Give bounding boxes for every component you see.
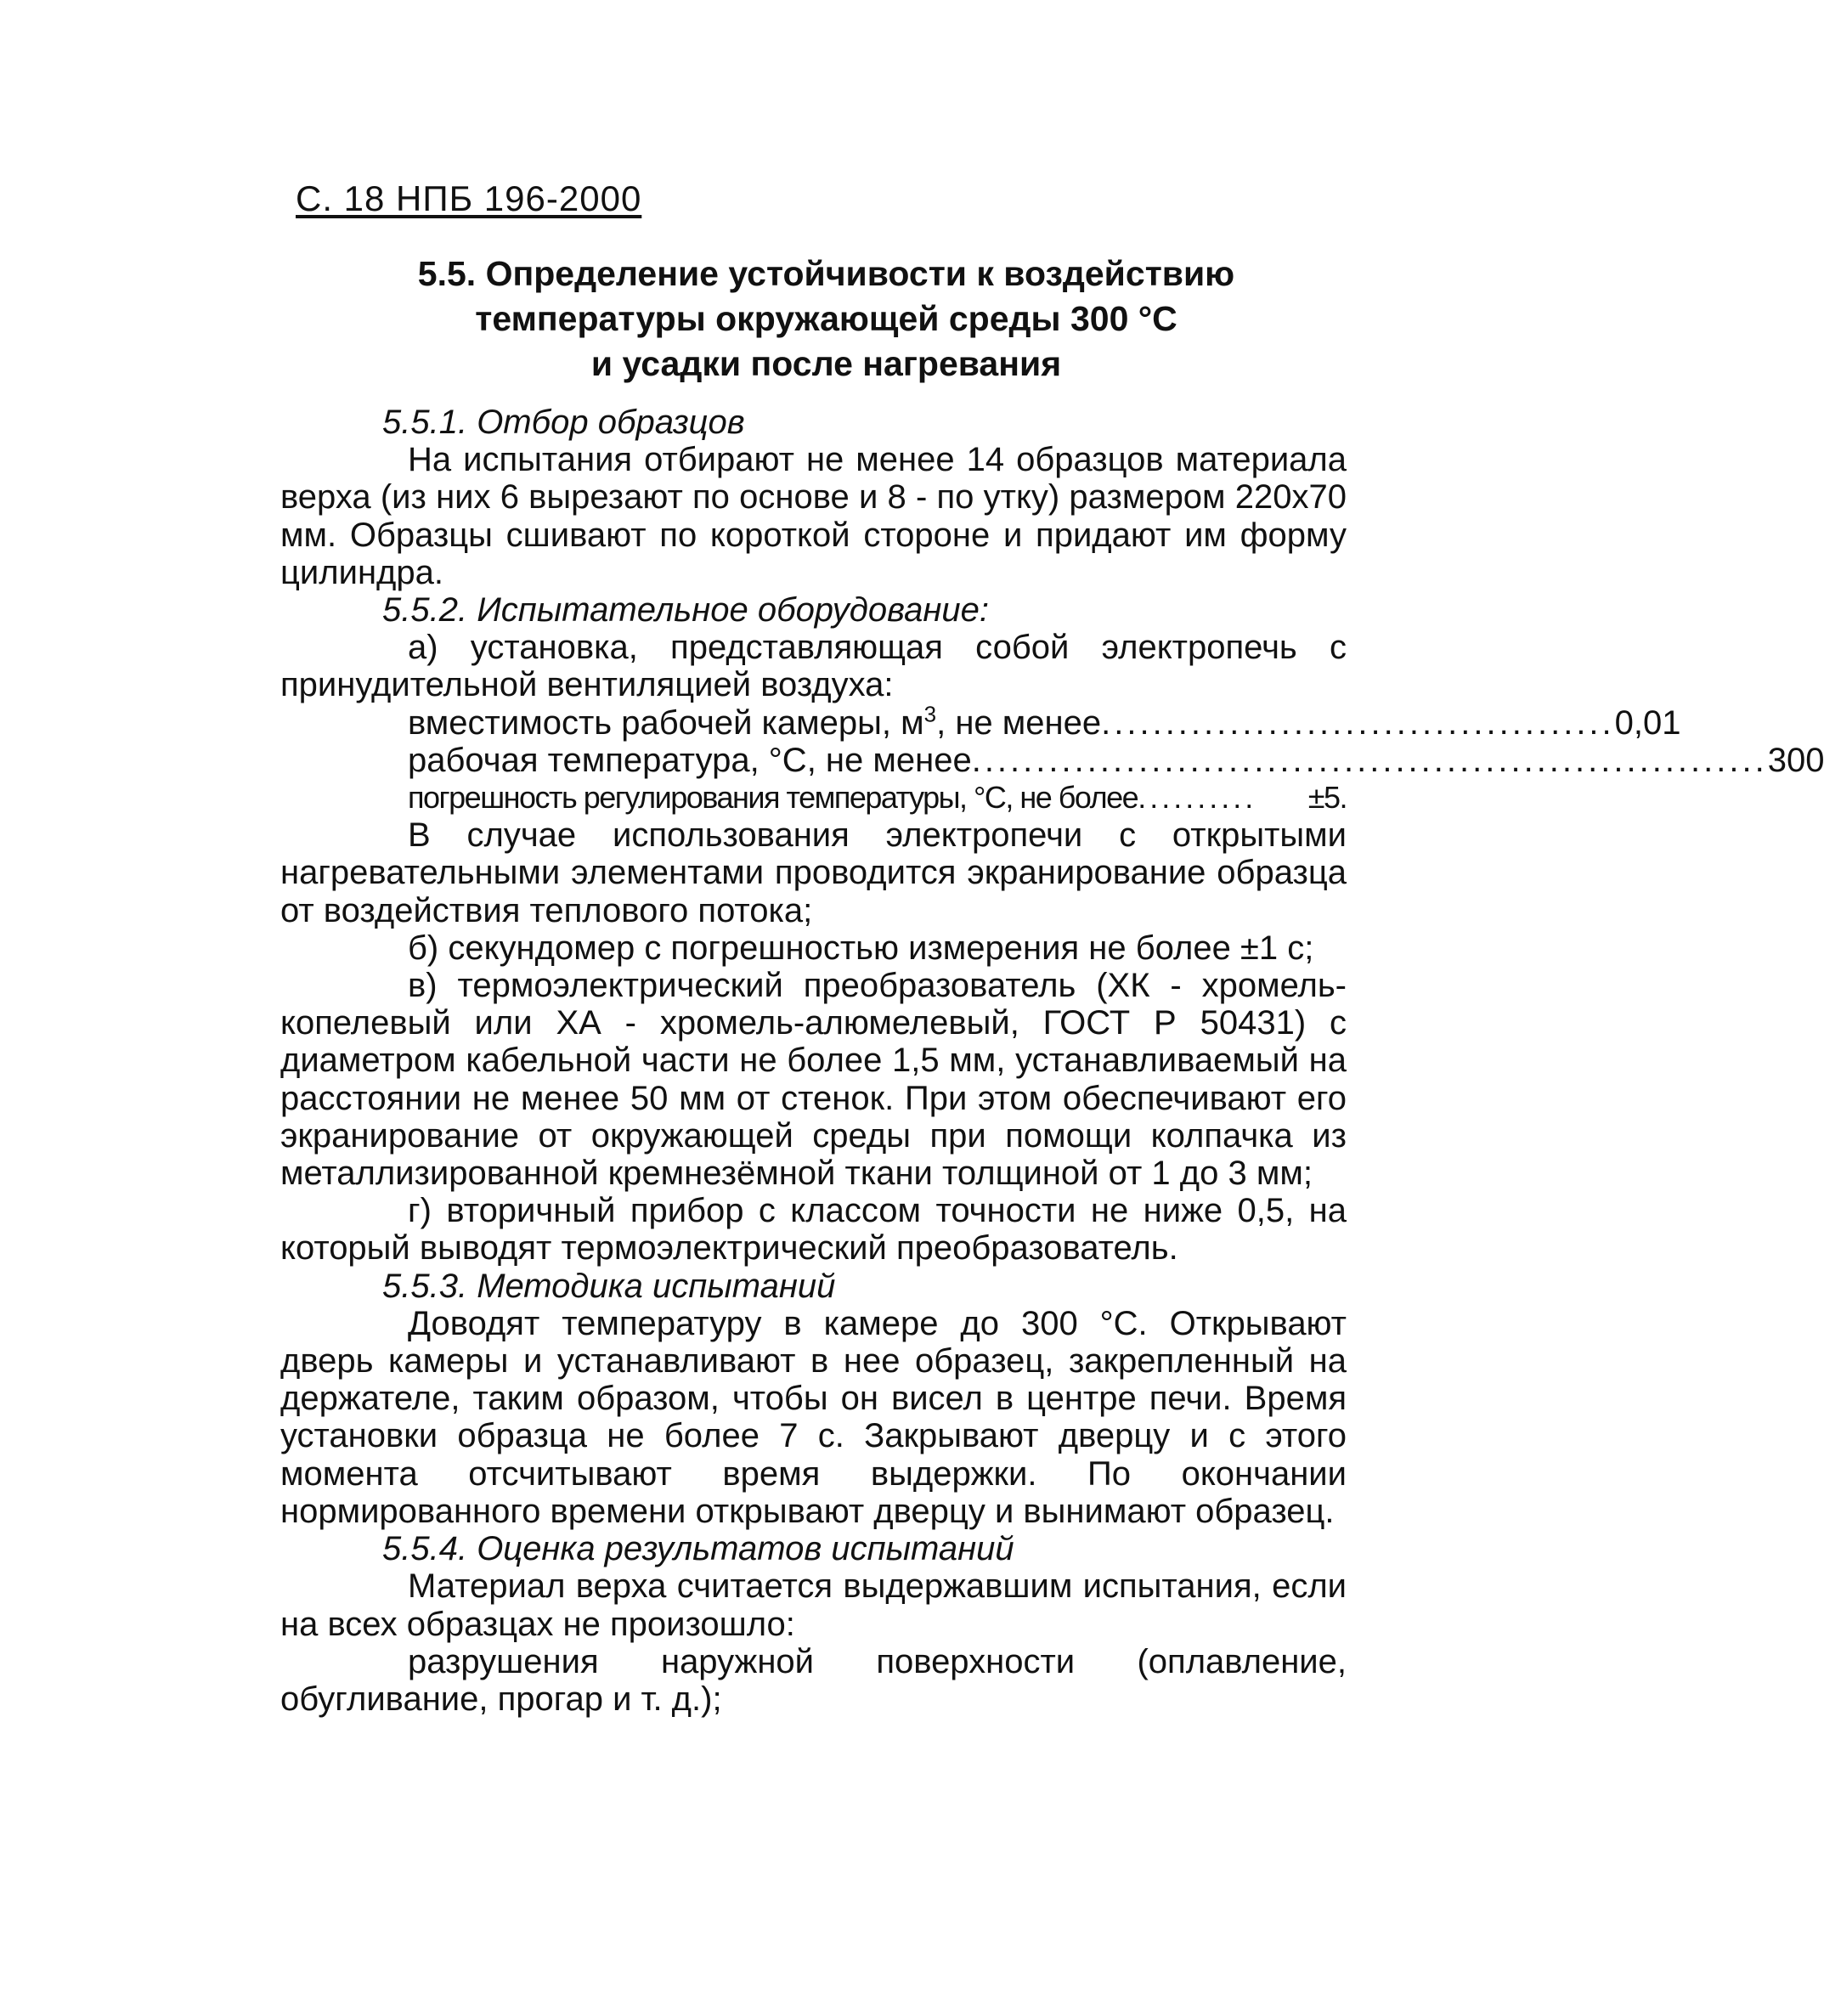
evaluation-item-1: разрушения наружной поверхности (оплавление, обугливание, прогар и т. д.); [280,1642,1347,1718]
section-title [280,251,1347,387]
spec-label: вместимость рабочей камеры, $м^3$, не менее [408,701,1102,742]
spec-value: 0,01 [1614,703,1681,742]
spec-row-volume [408,701,1681,742]
spec-value: ±5. [1307,780,1347,816]
paragraph-method: Доводят температуру в камере до 300 °С. Открывают дверь камеры и устанавливают в нее образец, закрепленный на держателе, таким образом, чтобы он висел в центре печи. Время установки образца не более 7 с. Закрывают дверцу и с этого момента отсчитывают время выдержки. По окончании нормированного времени открывают дверцу и вынимают образец. [280,1304,1347,1530]
equipment-item-b: б) секундомер с погрешностью измерения не более ±1 с; [408,929,1314,967]
page-header: С. 18 НПБ 196-2000 [296,178,642,218]
section-title-line-3: и усадки после нагревания [590,344,1062,383]
leader-dots: ........................................ [1101,703,1615,742]
subsection-heading-553: 5.5.3. Методика испытаний [382,1267,836,1305]
section-title-line-1: 5.5. Определение устойчивости к воздействию [417,254,1235,293]
equipment-item-v: в) термоэлектрический преобразователь (ХК - хромель-копелевый или ХА - хромель-алюмелевый, ГОСТ Р 50431) с диаметром кабельной части не более 1,5 мм, устанавливаемый на расстоянии не менее 50 мм от стенок. При этом обеспечивают его экранирование от окружающей среды при помощи колпачка из металлизированной кремнезёмной ткани толщиной от 1 до 3 мм; [280,967,1347,1193]
subsection-heading-552: 5.5.2. Испытательное оборудование: [382,591,989,630]
section-title-line-2: температуры окружающей среды 300 °С [475,299,1177,338]
paragraph-evaluation: Материал верха считается выдержавшим испытания, если на всех образцах не произошло: [280,1567,1347,1643]
paragraph-shielding-note: В случае использования электропечи с открытыми нагревательными элементами проводится экранирование образца от воздействия теплового потока; [280,816,1347,929]
spec-row-temperature [408,741,1824,779]
spec-label: погрешность регулирования температуры, °С, не более [408,780,1138,816]
spec-label: рабочая температура, °С, не менее [408,741,972,779]
equipment-item-g: г) вторичный прибор с классом точности не ниже 0,5, на который выводят термоэлектрический преобразователь. [280,1192,1347,1268]
spec-value: 300 [1767,741,1824,779]
document-page [280,178,1824,1718]
subsection-heading-551: 5.5.1. Отбор образцов [382,404,745,441]
leader-dots: .............................................................. [971,741,1768,779]
equipment-item-a: а) установка, представляющая собой электропечь с принудительной вентиляцией воздуха: [280,629,1347,704]
subsection-heading-554: 5.5.4. Оценка результатов испытаний [382,1530,1014,1568]
paragraph-sampling: На испытания отбирают не менее 14 образцов материала верха (из них 6 вырезают по основе и 8 - по утку) размером 220х70 мм. Образцы сшивают по короткой стороне и придают им форму цилиндра. [280,441,1347,591]
leader-dots: .......... [1138,780,1257,816]
spec-row-tolerance [408,779,1347,816]
spec-list [280,701,1824,817]
